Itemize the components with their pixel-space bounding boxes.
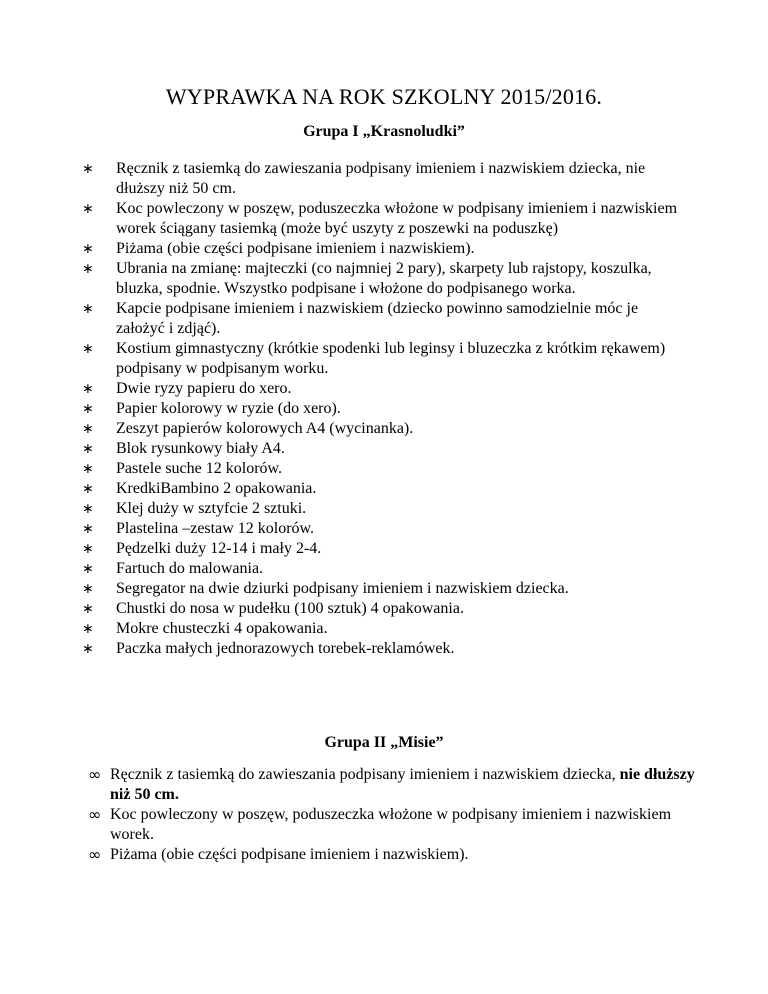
asterisk-bullet-icon: ∗ [82, 381, 94, 397]
asterisk-bullet-icon: ∗ [82, 501, 94, 517]
list-item-text: Blok rysunkowy biały A4. [116, 440, 285, 457]
list-item [82, 159, 682, 199]
group-2-heading: Grupa II „Misie” [324, 734, 444, 751]
asterisk-bullet-icon: ∗ [82, 401, 94, 417]
list-item [82, 519, 682, 539]
list-item-text: Pastele suche 12 kolorów. [116, 460, 283, 477]
list-item-text: Chustki do nosa w pudełku (100 sztuk) 4 opakowania. [116, 600, 464, 617]
list-item [88, 845, 708, 865]
list-item [88, 765, 708, 805]
list-item-text: Kostium gimnastyczny (krótkie spodenki lub leginsy i bluzeczka z krótkim rękawem) podpisany w podpisanym worku. [116, 340, 666, 377]
list-item [82, 579, 682, 599]
asterisk-bullet-icon: ∗ [82, 461, 94, 477]
list-item-text: Ręcznik z tasiemką do zawieszania podpisany imieniem i nazwiskiem dziecka, nie dłuższy niż 50 cm. [116, 160, 646, 197]
list-item-text: Piżama (obie części podpisane imieniem i nazwiskiem). [110, 846, 469, 863]
list-item-text: Fartuch do malowania. [116, 560, 264, 577]
list-item-text: Koc powleczony w poszęw, poduszeczka włożone w podpisany imieniem i nazwiskiem worek ściągany tasiemką (może być uszyty z poszewki na poduszkę) [116, 200, 678, 237]
infinity-bullet-icon: ∞ [88, 765, 102, 784]
list-item-text: Kapcie podpisane imieniem i nazwiskiem (dziecko powinno samodzielnie móc je założyć i zdjąć). [116, 300, 639, 337]
asterisk-bullet-icon: ∗ [82, 201, 94, 217]
asterisk-bullet-icon: ∗ [82, 261, 94, 277]
asterisk-bullet-icon: ∗ [82, 241, 94, 257]
list-item-text: Koc powleczony w poszęw, poduszeczka włożone w podpisany imieniem i nazwiskiem worek. [110, 806, 672, 843]
list-item [88, 805, 708, 845]
asterisk-bullet-icon: ∗ [82, 301, 94, 317]
list-item-text: Ubrania na zmianę: majteczki (co najmniej 2 pary), skarpety lub rajstopy, koszulka, bluzka, spodnie. Wszystko podpisane i włożone do podpisanego worka. [116, 260, 652, 297]
asterisk-bullet-icon: ∗ [82, 441, 94, 457]
list-item [82, 199, 682, 239]
asterisk-bullet-icon: ∗ [82, 561, 94, 577]
group-2-item-list [88, 765, 708, 865]
asterisk-bullet-icon: ∗ [82, 481, 94, 497]
list-item [82, 639, 682, 659]
asterisk-bullet-icon: ∗ [82, 641, 94, 657]
list-item [82, 299, 682, 339]
list-item [82, 239, 682, 259]
list-item-text: KredkiBambino 2 opakowania. [116, 480, 317, 497]
asterisk-bullet-icon: ∗ [82, 541, 94, 557]
list-item [82, 439, 682, 459]
list-item [82, 599, 682, 619]
list-item-text: Segregator na dwie dziurki podpisany imieniem i nazwiskiem dziecka. [116, 580, 569, 597]
list-item-text: Klej duży w sztyfcie 2 sztuki. [116, 500, 307, 517]
list-item-text: Papier kolorowy w ryzie (do xero). [116, 400, 341, 417]
list-item-text: Ręcznik z tasiemką do zawieszania podpisany imieniem i nazwiskiem dziecka, [110, 766, 620, 783]
list-item [82, 419, 682, 439]
infinity-bullet-icon: ∞ [88, 805, 102, 824]
infinity-bullet-icon: ∞ [88, 845, 102, 864]
asterisk-bullet-icon: ∗ [82, 621, 94, 637]
list-item [82, 379, 682, 399]
asterisk-bullet-icon: ∗ [82, 421, 94, 437]
asterisk-bullet-icon: ∗ [82, 601, 94, 617]
list-item [82, 399, 682, 419]
asterisk-bullet-icon: ∗ [82, 341, 94, 357]
list-item-text: Paczka małych jednorazowych torebek-reklamówek. [116, 640, 455, 657]
document-title: WYPRAWKA NA ROK SZKOLNY 2015/2016. [165, 84, 603, 109]
list-item-emphasis: nie dłuższy niż 50 cm. [110, 766, 695, 803]
list-item-text: Piżama (obie części podpisane imieniem i nazwiskiem). [116, 240, 475, 257]
list-item [82, 339, 682, 379]
group-1-heading: Grupa I „Krasnoludki” [303, 123, 465, 140]
asterisk-bullet-icon: ∗ [82, 521, 94, 537]
list-item-text: Zeszyt papierów kolorowych A4 (wycinanka). [116, 420, 414, 437]
list-item-text: Mokre chusteczki 4 opakowania. [116, 620, 328, 637]
list-item-text: Pędzelki duży 12-14 i mały 2-4. [116, 540, 322, 557]
group-1-item-list [82, 159, 682, 659]
list-item [82, 539, 682, 559]
list-item [82, 559, 682, 579]
list-item-text: Dwie ryzy papieru do xero. [116, 380, 292, 397]
list-item [82, 459, 682, 479]
asterisk-bullet-icon: ∗ [82, 161, 94, 177]
list-item-text: Plastelina –zestaw 12 kolorów. [116, 520, 315, 537]
list-item [82, 259, 682, 299]
list-item [82, 619, 682, 639]
list-item [82, 499, 682, 519]
list-item [82, 479, 682, 499]
asterisk-bullet-icon: ∗ [82, 581, 94, 597]
